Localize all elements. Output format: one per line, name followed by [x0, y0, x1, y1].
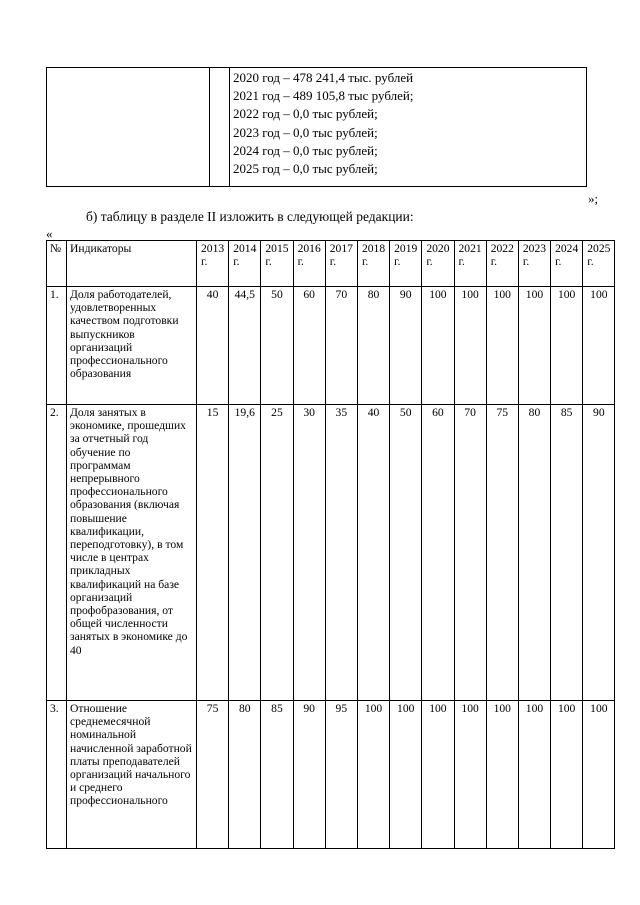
indicator-value: 40 [197, 287, 229, 405]
indicator-value: 19,6 [229, 405, 261, 701]
indicators-table [46, 240, 615, 849]
indicator-value: 70 [325, 287, 357, 405]
num-header: № [47, 241, 67, 287]
indicator-value: 15 [197, 405, 229, 701]
table-row [47, 405, 615, 701]
indicator-value: 100 [551, 701, 583, 849]
indicator-value: 100 [486, 701, 518, 849]
budget-lines [233, 69, 413, 178]
instruction-text: б) таблицу в разделе II изложить в следующей редакции: [86, 209, 414, 224]
indicator-value: 90 [293, 701, 325, 849]
indicator-value: 60 [422, 405, 454, 701]
indicator-value: 100 [357, 701, 389, 849]
indicator-value: 100 [454, 701, 486, 849]
indicator-value: 50 [261, 287, 293, 405]
year-header: 2021 г. [454, 241, 486, 287]
indicator-value: 80 [518, 405, 550, 701]
indicator-value: 30 [293, 405, 325, 701]
budget-line: 2020 год – 478 241,4 тыс. рублей [233, 70, 414, 85]
row-number: 1. [47, 287, 67, 405]
table-row [47, 701, 615, 849]
year-header: 2017 г. [325, 241, 357, 287]
budget-table [46, 67, 587, 187]
year-header: 2022 г. [486, 241, 518, 287]
year-header: 2013 г. [197, 241, 229, 287]
indicator-value: 40 [357, 405, 389, 701]
indicator-value: 80 [357, 287, 389, 405]
indicator-value: 60 [293, 287, 325, 405]
indicator-value: 25 [261, 405, 293, 701]
indicator-value: 50 [390, 405, 422, 701]
budget-line: 2024 год – 0,0 тыс рублей; [233, 142, 378, 158]
year-header: 2025 г. [583, 241, 615, 287]
indicator-value: 90 [583, 405, 615, 701]
year-header: 2018 г. [357, 241, 389, 287]
indicator-value: 75 [486, 405, 518, 701]
budget-table-divider [229, 68, 230, 186]
year-header: 2015 г. [261, 241, 293, 287]
indicator-value: 35 [325, 405, 357, 701]
indicator-value: 90 [390, 287, 422, 405]
indicator-value: 44,5 [229, 287, 261, 405]
year-header: 2014 г. [229, 241, 261, 287]
year-header: 2019 г. [390, 241, 422, 287]
indicator-value: 100 [390, 701, 422, 849]
budget-table-divider [209, 68, 210, 186]
indicator-value: 85 [261, 701, 293, 849]
table-row [47, 287, 615, 405]
indicator-value: 80 [229, 701, 261, 849]
indicator-name: Отношение среднемесячной номинальной начисленной заработной платы преподавателей организаций начального и среднего профессионального [67, 701, 197, 849]
indicator-value: 100 [551, 287, 583, 405]
indicator-value: 85 [551, 405, 583, 701]
indicator-value: 100 [518, 287, 550, 405]
indicator-value: 100 [422, 287, 454, 405]
row-number: 2. [47, 405, 67, 701]
budget-line: 2025 год – 0,0 тыс рублей; [233, 161, 378, 177]
budget-line: 2022 год – 0,0 тыс рублей; [233, 106, 378, 122]
budget-line: 2021 год – 489 105,8 тыс рублей; [233, 88, 414, 104]
indicator-value: 100 [454, 287, 486, 405]
indicator-value: 100 [583, 701, 615, 849]
indicator-value: 100 [518, 701, 550, 849]
indicator-value: 70 [454, 405, 486, 701]
year-header: 2023 г. [518, 241, 550, 287]
year-header: 2024 г. [551, 241, 583, 287]
row-number: 3. [47, 701, 67, 849]
indicator-name: Доля работодателей, удовлетворенных качеством подготовки выпускников организаций профессионального образования [67, 287, 197, 405]
table-header-row [47, 241, 615, 287]
indicator-value: 100 [486, 287, 518, 405]
budget-line: 2023 год – 0,0 тыс рублей; [233, 124, 378, 140]
year-header: 2016 г. [293, 241, 325, 287]
indicator-value: 75 [197, 701, 229, 849]
year-header: 2020 г. [422, 241, 454, 287]
indicator-value: 100 [583, 287, 615, 405]
indicator-name: Доля занятых в экономике, прошедших за отчетный год обучение по программам непрерывного профессионального образования (включая повышение квалификации, переподготовку), в том числе в центрах прикладных квалификаций на базе организаций профобразования, от общей численности занятых в экономике до 40 [67, 405, 197, 701]
indicator-value: 100 [422, 701, 454, 849]
indicator-value: 95 [325, 701, 357, 849]
closing-quote: »; [588, 191, 599, 206]
indicator-header: Индикаторы [67, 241, 197, 287]
opening-quote: « [46, 226, 53, 241]
